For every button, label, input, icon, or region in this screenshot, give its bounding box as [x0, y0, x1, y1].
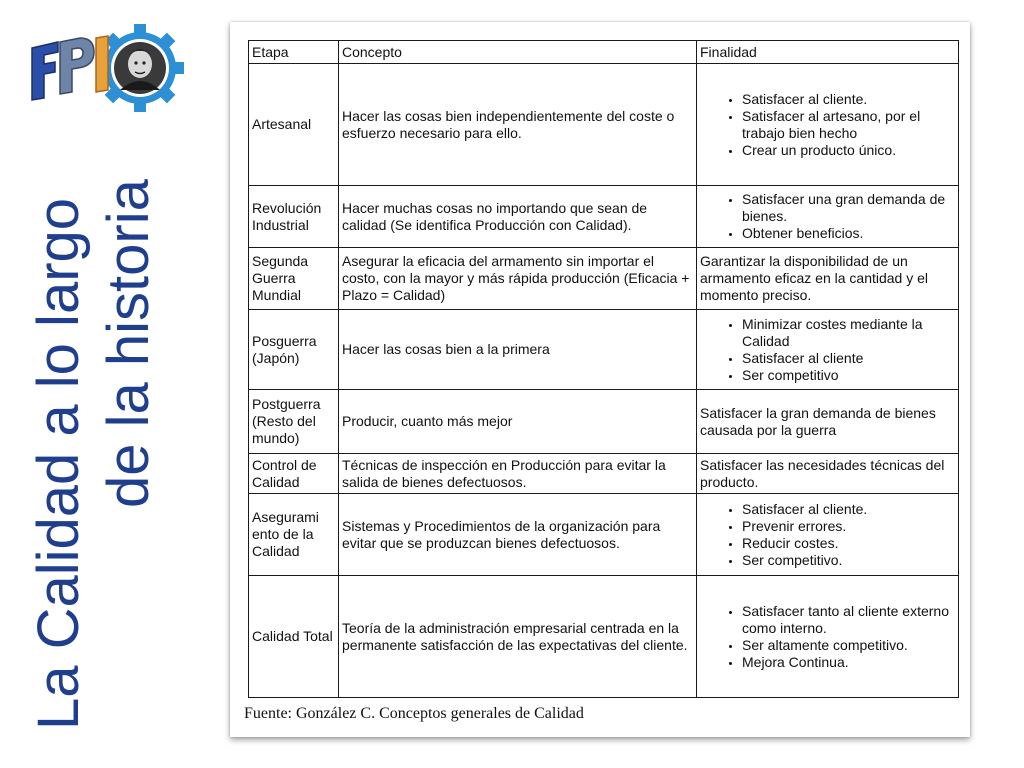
gear-icon — [96, 24, 184, 112]
cell-finalidad — [697, 64, 959, 186]
table-row — [249, 248, 959, 310]
table-row — [249, 64, 959, 186]
table-card — [230, 22, 970, 737]
logo-letter-i — [96, 36, 108, 92]
finalidad-list — [700, 91, 955, 159]
cell-concepto: Asegurar la eficacia del armamento sin importar el costo, con la mayor y más rápida producción (Eficacia + Plazo = Calidad) — [339, 248, 697, 310]
quality-history-table — [248, 40, 959, 698]
finalidad-item: • Satisfacer tanto al cliente externo como interno. — [742, 603, 955, 637]
logo-letter-f — [32, 42, 58, 100]
header-concepto: Concepto — [339, 41, 697, 64]
slide-title-line-1: La Calidad a lo largo — [26, 197, 91, 730]
finalidad-list — [700, 603, 955, 671]
cell-etapa: Artesanal — [249, 64, 339, 186]
finalidad-list — [700, 501, 955, 569]
cell-concepto: Teoría de la administración empresarial centrada en la permanente satisfacción de las expectativas del cliente. — [339, 576, 697, 698]
cell-finalidad: Satisfacer la gran demanda de bienes causada por la guerra — [697, 390, 959, 454]
table-row — [249, 390, 959, 454]
finalidad-item: • Obtener beneficios. — [742, 225, 955, 242]
finalidad-item: • Satisfacer al cliente — [742, 350, 955, 367]
finalidad-item: • Satisfacer al artesano, por el trabajo bien hecho — [742, 108, 955, 142]
cell-finalidad — [697, 576, 959, 698]
finalidad-list — [700, 316, 955, 384]
cell-etapa: Calidad Total — [249, 576, 339, 698]
cell-finalidad — [697, 494, 959, 576]
slide-title — [0, 0, 161, 730]
finalidad-item: • Crear un producto único. — [742, 142, 955, 159]
finalidad-list — [700, 191, 955, 242]
cell-concepto: Hacer las cosas bien independientemente del coste o esfuerzo necesario para ello. — [339, 64, 697, 186]
cell-concepto: Hacer muchas cosas no importando que sean de calidad (Se identifica Producción con Calidad). — [339, 186, 697, 248]
finalidad-item: • Ser competitivo — [742, 367, 955, 384]
cell-etapa: Control de Calidad — [249, 454, 339, 494]
cell-finalidad: Garantizar la disponibilidad de un armamento eficaz en la cantidad y el momento preciso. — [697, 248, 959, 310]
finalidad-item: • Prevenir errores. — [742, 518, 955, 535]
cell-etapa: Revolución Industrial — [249, 186, 339, 248]
cell-etapa: Segunda Guerra Mundial — [249, 248, 339, 310]
cell-concepto: Producir, cuanto más mejor — [339, 390, 697, 454]
cell-concepto: Hacer las cosas bien a la primera — [339, 310, 697, 390]
table-row — [249, 454, 959, 494]
cell-concepto: Sistemas y Procedimientos de la organización para evitar que se produzcan bienes defectuosos. — [339, 494, 697, 576]
table-row — [249, 186, 959, 248]
finalidad-item: • Satisfacer una gran demanda de bienes. — [742, 191, 955, 225]
finalidad-item: • Ser altamente competitivo. — [742, 637, 955, 654]
table-row — [249, 576, 959, 698]
cell-etapa: Asegurami ento de la Calidad — [249, 494, 339, 576]
finalidad-item: • Satisfacer al cliente. — [742, 501, 955, 518]
source-citation: Fuente: González C. Conceptos generales de Calidad — [244, 705, 584, 722]
cell-finalidad: Satisfacer las necesidades técnicas del producto. — [697, 454, 959, 494]
header-finalidad: Finalidad — [697, 41, 959, 64]
table-header-row — [249, 41, 959, 64]
header-etapa: Etapa — [249, 41, 339, 64]
finalidad-item: • Minimizar costes mediante la Calidad — [742, 316, 955, 350]
logo-letter-p — [60, 38, 94, 94]
cell-concepto: Técnicas de inspección en Producción para evitar la salida de bienes defectuosos. — [339, 454, 697, 494]
slide-title-line-2: de la historia — [96, 179, 161, 508]
finalidad-item: • Ser competitivo. — [742, 552, 955, 569]
finalidad-item: • Satisfacer al cliente. — [742, 91, 955, 108]
table-row — [249, 494, 959, 576]
finalidad-item: • Reducir costes. — [742, 535, 955, 552]
cell-finalidad — [697, 186, 959, 248]
cell-finalidad — [697, 310, 959, 390]
fpi-logo — [28, 18, 194, 122]
table-row — [249, 310, 959, 390]
finalidad-item: • Mejora Continua. — [742, 654, 955, 671]
cell-etapa: Postguerra (Resto del mundo) — [249, 390, 339, 454]
cell-etapa: Posguerra (Japón) — [249, 310, 339, 390]
